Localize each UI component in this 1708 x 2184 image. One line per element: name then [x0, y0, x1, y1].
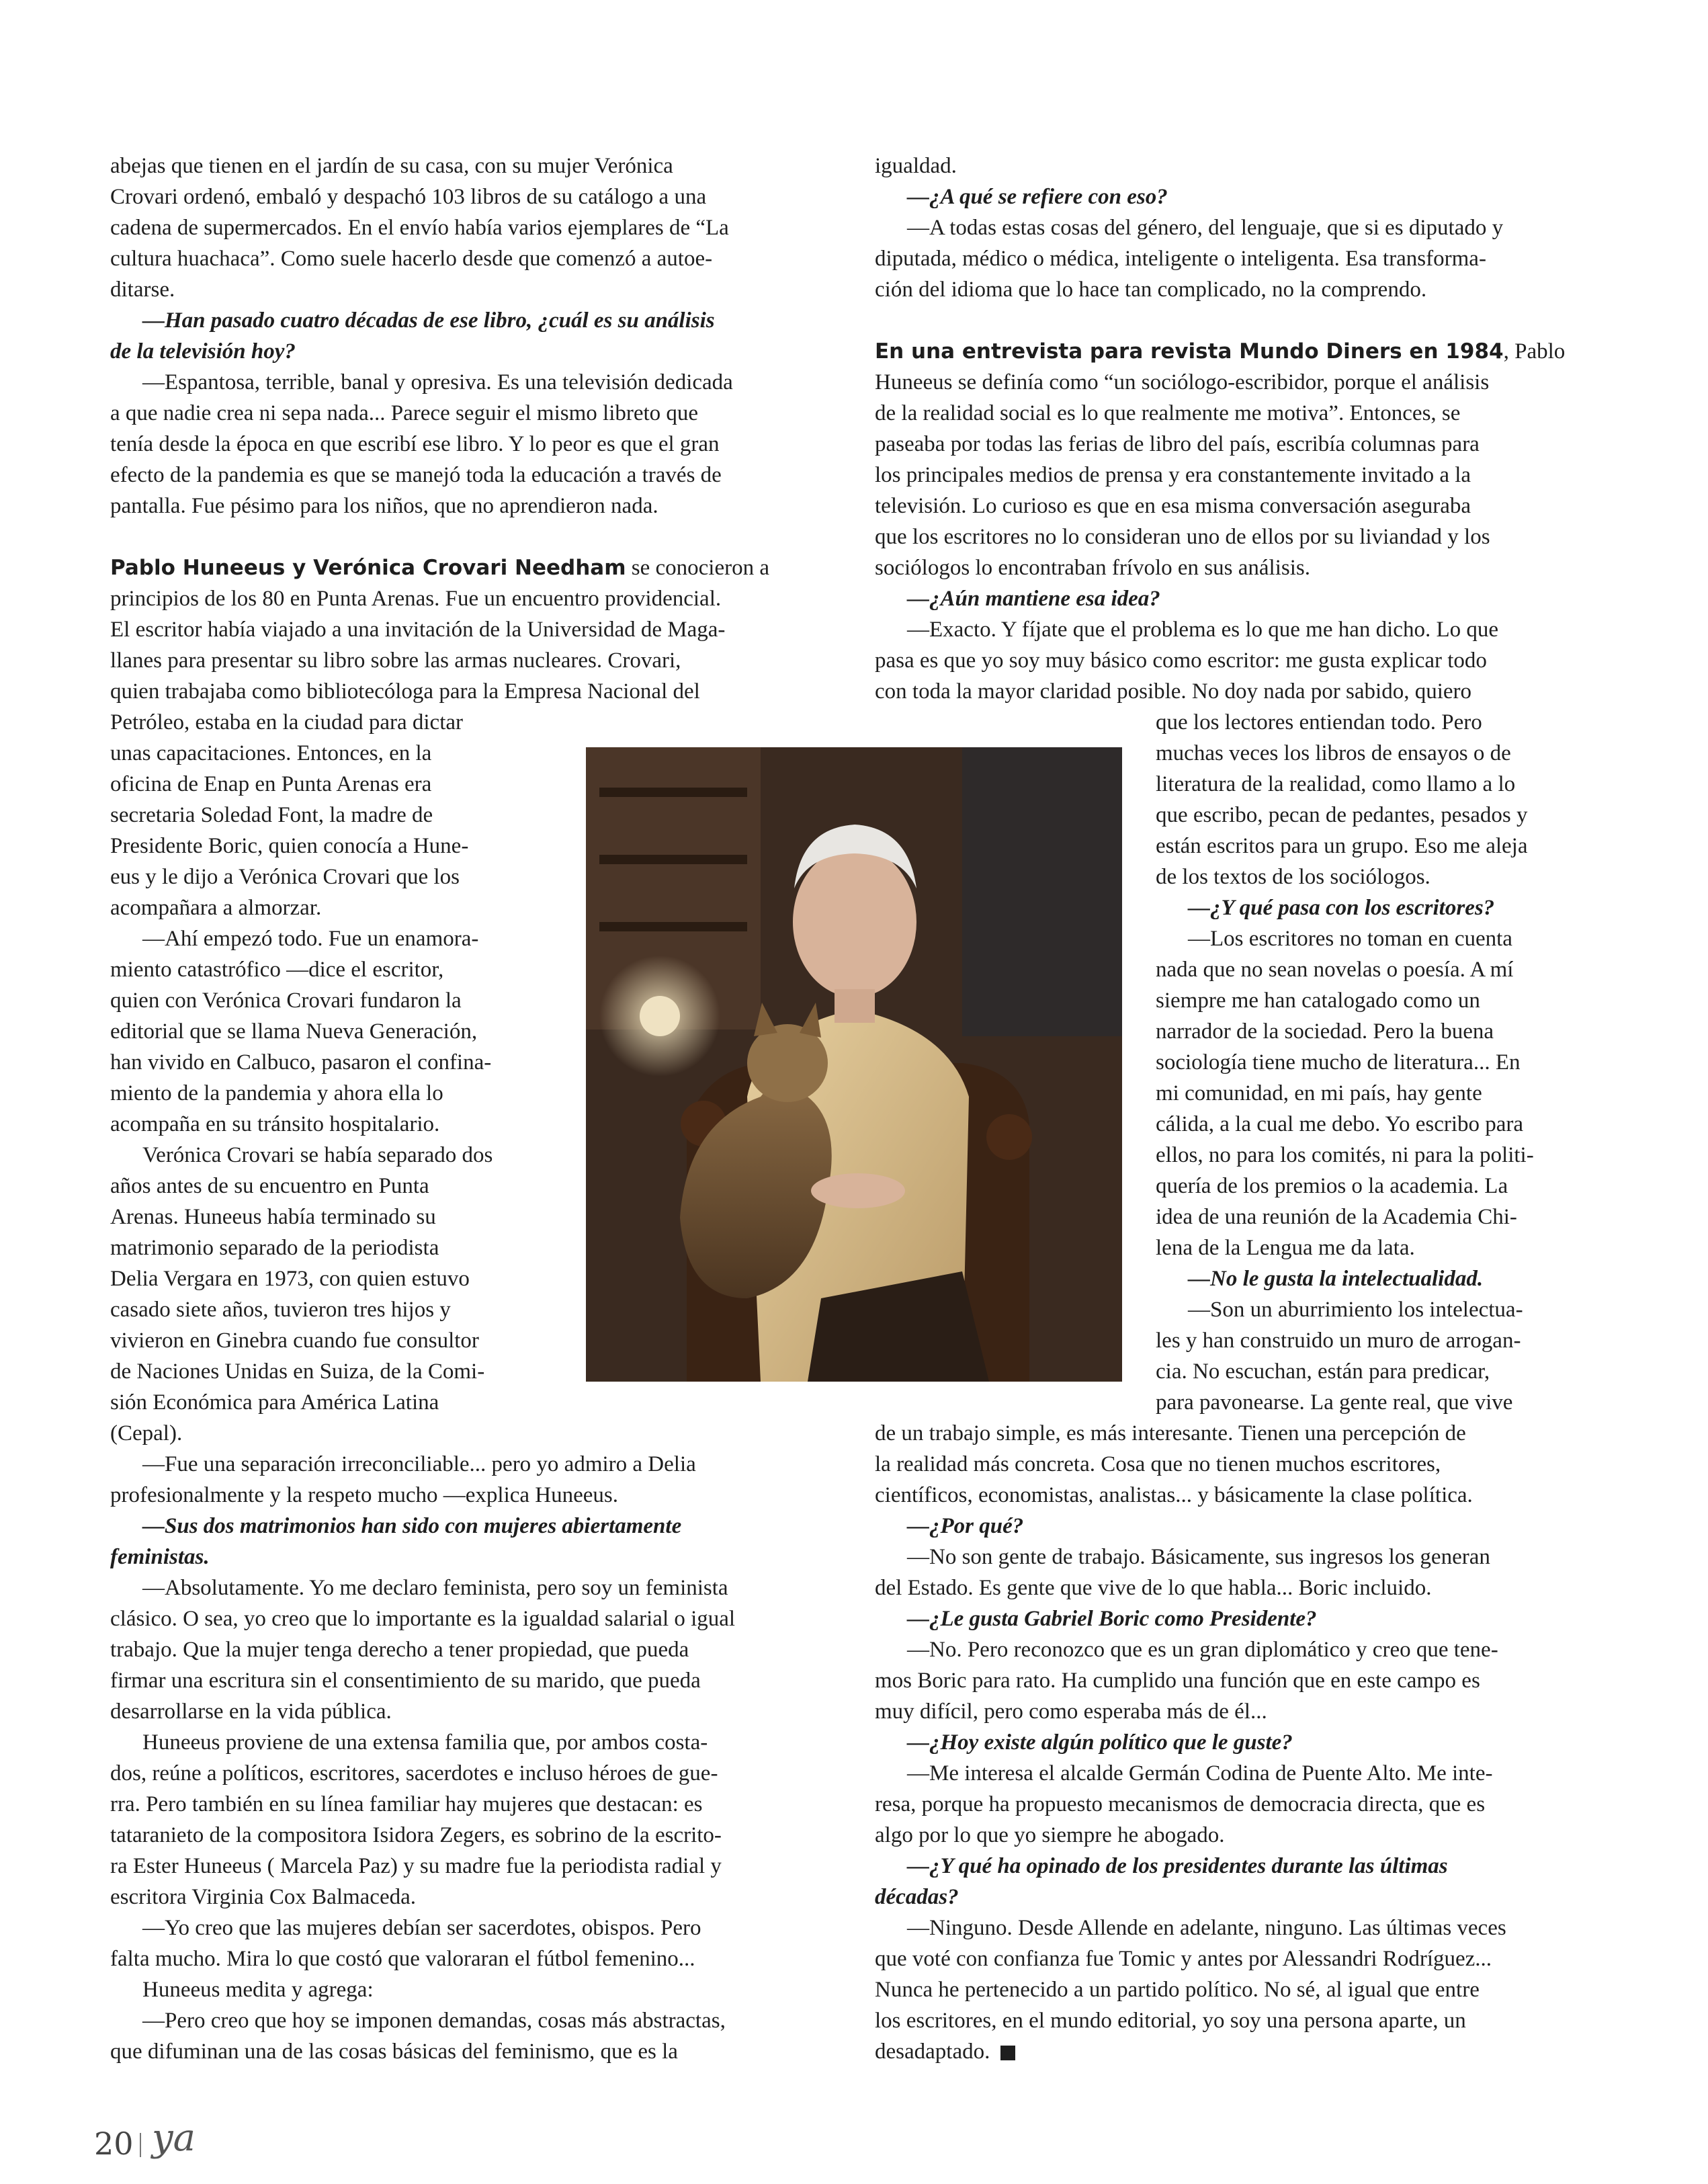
line-text: muy difícil, pero como esperaba más de él...	[875, 1699, 1267, 1724]
line-text: El escritor había viajado a una invitación de la Universidad de Maga-	[110, 618, 726, 642]
body-text-line	[1156, 985, 1480, 1016]
body-text-line	[875, 1572, 1431, 1603]
magazine-logo: ya	[152, 2116, 196, 2160]
line-text: dos, reúne a políticos, escritores, sacerdotes e incluso héroes de gue-	[110, 1761, 718, 1786]
line-text: que los lectores entiendan todo. Pero	[1156, 710, 1482, 734]
line-text: —¿Y qué pasa con los escritores?	[1188, 896, 1495, 920]
body-text-line	[110, 243, 712, 274]
interview-question-line	[907, 181, 1168, 212]
body-text-line	[142, 1974, 374, 2005]
line-text: eus y le dijo a Verónica Crovari que los	[110, 865, 460, 889]
interview-question-line	[110, 1542, 210, 1572]
body-text-line	[110, 676, 700, 707]
line-text: quería de los premios o la academia. La	[1156, 1174, 1508, 1198]
line-text: acompañara a almorzar.	[110, 896, 322, 920]
lead-in-rest: se conocieron a	[626, 556, 769, 580]
body-text-line	[110, 1820, 722, 1851]
body-text-line	[110, 1882, 416, 1913]
line-text: que difuminan una de las cosas básicas del feminismo, que es la	[110, 2040, 678, 2064]
line-text: unas capacitaciones. Entonces, en la	[110, 741, 432, 765]
line-text: oficina de Enap en Punta Arenas era	[110, 772, 432, 796]
line-text: la realidad más concreta. Cosa que no tienen muchos escritores,	[875, 1452, 1441, 1476]
body-text-line	[110, 1634, 689, 1665]
body-text-line	[1156, 954, 1513, 985]
line-text: —No son gente de trabajo. Básicamente, sus ingresos los generan	[907, 1545, 1490, 1569]
line-text: de los textos de los sociólogos.	[1156, 865, 1431, 889]
line-text: llanes para presentar su libro sobre las armas nucleares. Crovari,	[110, 648, 681, 673]
interview-question-line	[907, 1727, 1293, 1758]
line-text: profesionalmente y la respeto mucho —explica Huneeus.	[110, 1483, 619, 1507]
lead-in-bold: En una entrevista para revista Mundo Diners en 1984	[875, 339, 1504, 364]
line-text: sociólogos lo encontraban frívolo en sus análisis.	[875, 556, 1310, 580]
line-text: —Sus dos matrimonios han sido con mujeres abiertamente	[142, 1514, 682, 1538]
body-text-line	[1156, 738, 1511, 769]
body-text-line	[110, 645, 681, 676]
interview-question-line	[1188, 1263, 1483, 1294]
line-text: Presidente Boric, quien conocía a Hune-	[110, 834, 469, 858]
line-text: miento catastrófico —dice el escritor,	[110, 958, 444, 982]
body-text-line	[110, 429, 720, 460]
body-text-line	[142, 923, 478, 954]
line-text: trabajo. Que la mujer tenga derecho a tener propiedad, que pueda	[110, 1638, 689, 1662]
section-lead-line	[875, 336, 1565, 367]
lead-in-rest: , Pablo	[1503, 339, 1566, 364]
interview-question-line	[142, 305, 715, 336]
line-text: cia. No escuchan, están para predicar,	[1156, 1359, 1490, 1384]
body-text-line	[875, 243, 1486, 274]
line-text: editorial que se llama Nueva Generación,	[110, 1019, 478, 1044]
line-text: —Pero creo que hoy se imponen demandas, cosas más abstractas,	[142, 2009, 726, 2033]
portrait-photo	[586, 747, 1122, 1382]
line-text: del Estado. Es gente que vive de lo que habla... Boric incluido.	[875, 1576, 1432, 1600]
interview-question-line	[875, 1882, 959, 1913]
body-text-line	[875, 1789, 1485, 1820]
line-text: ditarse.	[110, 278, 175, 302]
line-text: —No. Pero reconozco que es un gran diplomático y creo que tene-	[907, 1638, 1498, 1662]
body-text-line	[110, 1943, 695, 1974]
line-text: cálida, a la cual me debo. Yo escribo para	[1156, 1112, 1524, 1136]
body-text-line	[875, 274, 1426, 305]
line-text: firmar una escritura sin el consentimiento de su marido, que pueda	[110, 1669, 701, 1693]
interview-question-line	[907, 1851, 1448, 1882]
body-text-line	[110, 1263, 470, 1294]
interview-question-line	[907, 1511, 1023, 1542]
line-text: casado siete años, tuvieron tres hijos y	[110, 1298, 451, 1322]
body-text-line	[1156, 1202, 1517, 1232]
body-text-line	[1188, 1294, 1523, 1325]
line-text: Huneeus medita y agrega:	[142, 1978, 374, 2002]
body-text-line	[875, 645, 1487, 676]
line-text: algo por lo que yo siempre he abogado.	[875, 1823, 1225, 1847]
body-text-line	[875, 521, 1490, 552]
portrait-illustration	[586, 747, 1122, 1382]
body-text-line	[1156, 707, 1482, 738]
body-text-line	[110, 892, 321, 923]
line-text: Nunca he pertenecido a un partido político. No sé, al igual que entre	[875, 1978, 1480, 2002]
line-text: televisión. Lo curioso es que en esa misma conversación aseguraba	[875, 494, 1471, 518]
interview-question-line	[907, 583, 1160, 614]
body-text-line	[875, 460, 1471, 491]
line-text: siempre me han catalogado como un	[1156, 989, 1480, 1013]
line-text: rra. Pero también en su línea familiar hay mujeres que destacan: es	[110, 1792, 703, 1816]
body-text-line	[110, 800, 433, 831]
body-text-line	[110, 614, 725, 645]
body-text-line	[110, 2036, 678, 2067]
line-text: que los escritores no lo consideran uno de ellos por su liviandad y los	[875, 525, 1490, 549]
line-text: que voté con confianza fue Tomic y antes por Alessandri Rodríguez...	[875, 1947, 1492, 1971]
body-text-line	[875, 1418, 1466, 1449]
body-text-line	[875, 491, 1471, 521]
line-text: ra Ester Huneeus ( Marcela Paz) y su madre fue la periodista radial y	[110, 1854, 722, 1878]
body-text-line	[110, 151, 673, 181]
body-text-line	[1156, 1356, 1490, 1387]
line-text: —Exacto. Y fíjate que el problema es lo que me han dicho. Lo que	[907, 618, 1499, 642]
body-text-line	[875, 2005, 1466, 2036]
line-text: pasa es que yo soy muy básico como escritor: me gusta explicar todo	[875, 648, 1487, 673]
body-text-line	[110, 274, 175, 305]
interview-question-line	[907, 1603, 1317, 1634]
line-text: están escritos para un grupo. Eso me aleja	[1156, 834, 1528, 858]
line-text: Huneeus se definía como “un sociólogo-escribidor, porque el análisis	[875, 370, 1490, 394]
body-text-line	[875, 398, 1460, 429]
body-text-line	[875, 2036, 1015, 2067]
doorway	[962, 747, 1122, 1036]
line-text: nada que no sean novelas o poesía. A mí	[1156, 958, 1514, 982]
body-text-line	[1156, 831, 1527, 862]
man-face	[793, 847, 916, 997]
body-text-line	[142, 1572, 728, 1603]
line-text: falta mucho. Mira lo que costó que valoraran el fútbol femenino...	[110, 1947, 695, 1971]
armchair-carving-right	[986, 1114, 1032, 1160]
line-text: quien trabajaba como bibliotecóloga para la Empresa Nacional del	[110, 679, 700, 704]
body-text-line	[875, 1820, 1225, 1851]
line-text: pantalla. Fue pésimo para los niños, que no aprendieron nada.	[110, 494, 658, 518]
body-text-line	[1156, 1325, 1521, 1356]
interview-question-line	[110, 336, 296, 367]
body-text-line	[875, 1449, 1441, 1480]
body-text-line	[110, 831, 468, 862]
body-text-line	[907, 1634, 1498, 1665]
body-text-line	[1156, 1047, 1521, 1078]
line-text: sociología tiene mucho de literatura... En	[1156, 1050, 1521, 1075]
body-text-line	[1156, 1078, 1482, 1109]
line-text: con toda la mayor claridad posible. No doy nada por sabido, quiero	[875, 679, 1472, 704]
body-text-line	[142, 1913, 701, 1943]
line-text: lena de la Lengua me da lata.	[1156, 1236, 1415, 1260]
body-text-line	[110, 1665, 701, 1696]
line-text: paseaba por todas las ferias de libro del país, escribía columnas para	[875, 432, 1480, 456]
body-text-line	[110, 181, 706, 212]
line-text: a que nadie crea ni sepa nada... Parece seguir el mismo libreto que	[110, 401, 699, 425]
body-text-line	[110, 1202, 436, 1232]
body-text-line	[1156, 1016, 1494, 1047]
line-text: mi comunidad, en mi país, hay gente	[1156, 1081, 1482, 1105]
body-text-line	[1156, 862, 1431, 892]
line-text: literatura de la realidad, como llamo a lo	[1156, 772, 1516, 796]
line-text: tenía desde la época en que escribí ese libro. Y lo peor es que el gran	[110, 432, 720, 456]
lead-in-bold: Pablo Huneeus y Verónica Crovari Needham	[110, 556, 626, 580]
line-text: de la realidad social es lo que realmente me motiva”. Entonces, se	[875, 401, 1461, 425]
line-text: cadena de supermercados. En el envío había varios ejemplares de “La	[110, 216, 729, 240]
body-text-line	[875, 151, 957, 181]
line-text: —Absolutamente. Yo me declaro feminista, pero soy un feminista	[142, 1576, 728, 1600]
line-text: principios de los 80 en Punta Arenas. Fue un encuentro providencial.	[110, 587, 722, 611]
line-text: ellos, no para los comités, ni para la politi-	[1156, 1143, 1534, 1167]
line-text: —Me interesa el alcalde Germán Codina de Puente Alto. Me inte-	[907, 1761, 1493, 1786]
body-text-line	[875, 429, 1480, 460]
body-text-line	[110, 1851, 722, 1882]
line-text: desadaptado.	[875, 2040, 990, 2064]
line-text: narrador de la sociedad. Pero la buena	[1156, 1019, 1494, 1044]
line-text: diputada, médico o médica, inteligente o inteligenta. Esa transforma-	[875, 247, 1486, 271]
body-text-line	[110, 398, 698, 429]
line-text: feministas.	[110, 1545, 210, 1569]
body-text-line	[110, 212, 729, 243]
body-text-line	[1156, 1109, 1523, 1140]
line-text: —¿A qué se refiere con eso?	[907, 185, 1168, 209]
line-text: clásico. O sea, yo creo que lo importante es la igualdad salarial o igual	[110, 1607, 736, 1631]
body-text-line	[142, 367, 733, 398]
body-text-line	[110, 862, 460, 892]
body-text-line	[907, 1542, 1490, 1572]
body-text-line	[110, 1078, 443, 1109]
line-text: acompaña en su tránsito hospitalario.	[110, 1112, 440, 1136]
line-text: de la televisión hoy?	[110, 339, 296, 364]
line-text: —¿Le gusta Gabriel Boric como Presidente?	[907, 1607, 1317, 1631]
line-text: mos Boric para rato. Ha cumplido una función que en este campo es	[875, 1669, 1480, 1693]
body-text-line	[875, 552, 1310, 583]
line-text: —No le gusta la intelectualidad.	[1188, 1267, 1484, 1291]
line-text: —Son un aburrimiento los intelectua-	[1188, 1298, 1523, 1322]
line-text: Verónica Crovari se había separado dos	[142, 1143, 493, 1167]
body-text-line	[110, 583, 721, 614]
body-text-line	[1156, 769, 1515, 800]
body-text-line	[875, 1943, 1492, 1974]
line-text: cultura huachaca”. Como suele hacerlo desde que comenzó a autoe-	[110, 247, 713, 271]
body-text-line	[907, 1913, 1506, 1943]
line-text: sión Económica para América Latina	[110, 1390, 439, 1415]
line-text: Huneeus proviene de una extensa familia que, por ambos costa-	[142, 1730, 708, 1755]
body-text-line	[110, 1696, 392, 1727]
line-text: les y han construido un muro de arrogan-	[1156, 1329, 1521, 1353]
body-text-line	[110, 1480, 618, 1511]
body-text-line	[110, 1294, 451, 1325]
line-text: resa, porque ha propuesto mecanismos de democracia directa, que es	[875, 1792, 1486, 1816]
interview-question-line	[1188, 892, 1494, 923]
line-text: Crovari ordenó, embaló y despachó 103 libros de su catálogo a una	[110, 185, 707, 209]
body-text-line	[1188, 923, 1512, 954]
page-number: 20	[94, 2126, 134, 2162]
body-text-line	[142, 1727, 708, 1758]
line-text: científicos, economistas, analistas... y básicamente la clase política.	[875, 1483, 1473, 1507]
section-lead-line	[110, 552, 769, 583]
line-text: escritora Virginia Cox Balmaceda.	[110, 1885, 416, 1909]
line-text: que escribo, pecan de pedantes, pesados y	[1156, 803, 1528, 827]
line-text: de un trabajo simple, es más interesante. Tienen una percepción de	[875, 1421, 1466, 1445]
body-text-line	[907, 1758, 1492, 1789]
body-text-line	[142, 2005, 726, 2036]
body-text-line	[110, 1047, 491, 1078]
line-text: para pavonearse. La gente real, que vive	[1156, 1390, 1513, 1415]
footer-separator	[140, 2133, 141, 2157]
body-text-line	[110, 1418, 182, 1449]
line-text: secretaria Soledad Font, la madre de	[110, 803, 433, 827]
body-text-line	[110, 491, 658, 521]
body-text-line	[907, 212, 1503, 243]
line-text: —Han pasado cuatro décadas de ese libro, ¿cuál es su análisis	[142, 308, 715, 333]
body-text-line	[142, 1449, 696, 1480]
body-text-line	[110, 954, 443, 985]
body-text-line	[875, 1480, 1473, 1511]
body-text-line	[110, 985, 462, 1016]
line-text: —¿Hoy existe algún político que le guste?	[907, 1730, 1293, 1755]
line-text: igualdad.	[875, 154, 957, 178]
line-text: muchas veces los libros de ensayos o de	[1156, 741, 1511, 765]
line-text: tataranieto de la compositora Isidora Zegers, es sobrino de la escrito-	[110, 1823, 722, 1847]
line-text: matrimonio separado de la periodista	[110, 1236, 439, 1260]
end-of-article-mark	[1000, 2046, 1015, 2060]
line-text: —Ahí empezó todo. Fue un enamora-	[142, 927, 479, 951]
line-text: Petróleo, estaba en la ciudad para dictar	[110, 710, 464, 734]
line-text: —¿Y qué ha opinado de los presidentes durante las últimas	[907, 1854, 1448, 1878]
body-text-line	[110, 1016, 477, 1047]
line-text: miento de la pandemia y ahora ella lo	[110, 1081, 443, 1105]
line-text: —Ninguno. Desde Allende en adelante, ninguno. Las últimas veces	[907, 1916, 1506, 1940]
body-text-line	[1156, 800, 1527, 831]
body-text-line	[1156, 1232, 1415, 1263]
body-text-line	[110, 769, 431, 800]
line-text: idea de una reunión de la Academia Chi-	[1156, 1205, 1517, 1229]
body-text-line	[1156, 1171, 1508, 1202]
line-text: —Fue una separación irreconciliable... pero yo admiro a Delia	[142, 1452, 696, 1476]
line-text: Arenas. Huneeus había terminado su	[110, 1205, 436, 1229]
body-text-line	[110, 707, 463, 738]
line-text: —¿Por qué?	[907, 1514, 1024, 1538]
line-text: desarrollarse en la vida pública.	[110, 1699, 392, 1724]
body-text-line	[1156, 1140, 1534, 1171]
body-text-line	[110, 1387, 439, 1418]
line-text: —Yo creo que las mujeres debían ser sacerdotes, obispos. Pero	[142, 1916, 701, 1940]
line-text: (Cepal).	[110, 1421, 183, 1445]
line-text: vivieron en Ginebra cuando fue consultor	[110, 1329, 479, 1353]
line-text: Delia Vergara en 1973, con quien estuvo	[110, 1267, 470, 1291]
body-text-line	[875, 676, 1471, 707]
body-text-line	[875, 1974, 1480, 2005]
line-text: —Espantosa, terrible, banal y opresiva. Es una televisión dedicada	[142, 370, 733, 394]
man-hand	[811, 1173, 905, 1208]
body-text-line	[875, 367, 1489, 398]
line-text: ción del idioma que lo hace tan complicado, no la comprendo.	[875, 278, 1427, 302]
line-text: —¿Aún mantiene esa idea?	[907, 587, 1160, 611]
line-text: los escritores, en el mundo editorial, yo soy una persona aparte, un	[875, 2009, 1466, 2033]
body-text-line	[110, 1758, 718, 1789]
line-text: quien con Verónica Crovari fundaron la	[110, 989, 462, 1013]
line-text: —A todas estas cosas del género, del lenguaje, que si es diputado y	[907, 216, 1504, 240]
body-text-line	[110, 1325, 479, 1356]
body-text-line	[875, 1696, 1267, 1727]
line-text: efecto de la pandemia es que se manejó toda la educación a través de	[110, 463, 722, 487]
body-text-line	[907, 614, 1498, 645]
interview-question-line	[142, 1511, 681, 1542]
man-neck	[835, 989, 875, 1023]
line-text: han vivido en Calbuco, pasaron el confina-	[110, 1050, 492, 1075]
body-text-line	[1156, 1387, 1512, 1418]
body-text-line	[110, 1603, 735, 1634]
body-text-line	[142, 1140, 493, 1171]
line-text: —Los escritores no toman en cuenta	[1188, 927, 1512, 951]
body-text-line	[110, 1171, 429, 1202]
body-text-line	[875, 1665, 1480, 1696]
body-text-line	[110, 1232, 439, 1263]
body-text-line	[110, 460, 722, 491]
body-text-line	[110, 1356, 484, 1387]
body-text-line	[110, 1109, 439, 1140]
line-text: los principales medios de prensa y era constantemente invitado a la	[875, 463, 1471, 487]
body-text-line	[110, 738, 431, 769]
line-text: años antes de su encuentro en Punta	[110, 1174, 429, 1198]
lamp-globe	[640, 996, 680, 1036]
line-text: de Naciones Unidas en Suiza, de la Comi-	[110, 1359, 485, 1384]
line-text: abejas que tienen en el jardín de su casa, con su mujer Verónica	[110, 154, 673, 178]
line-text: décadas?	[875, 1885, 959, 1909]
body-text-line	[110, 1789, 703, 1820]
